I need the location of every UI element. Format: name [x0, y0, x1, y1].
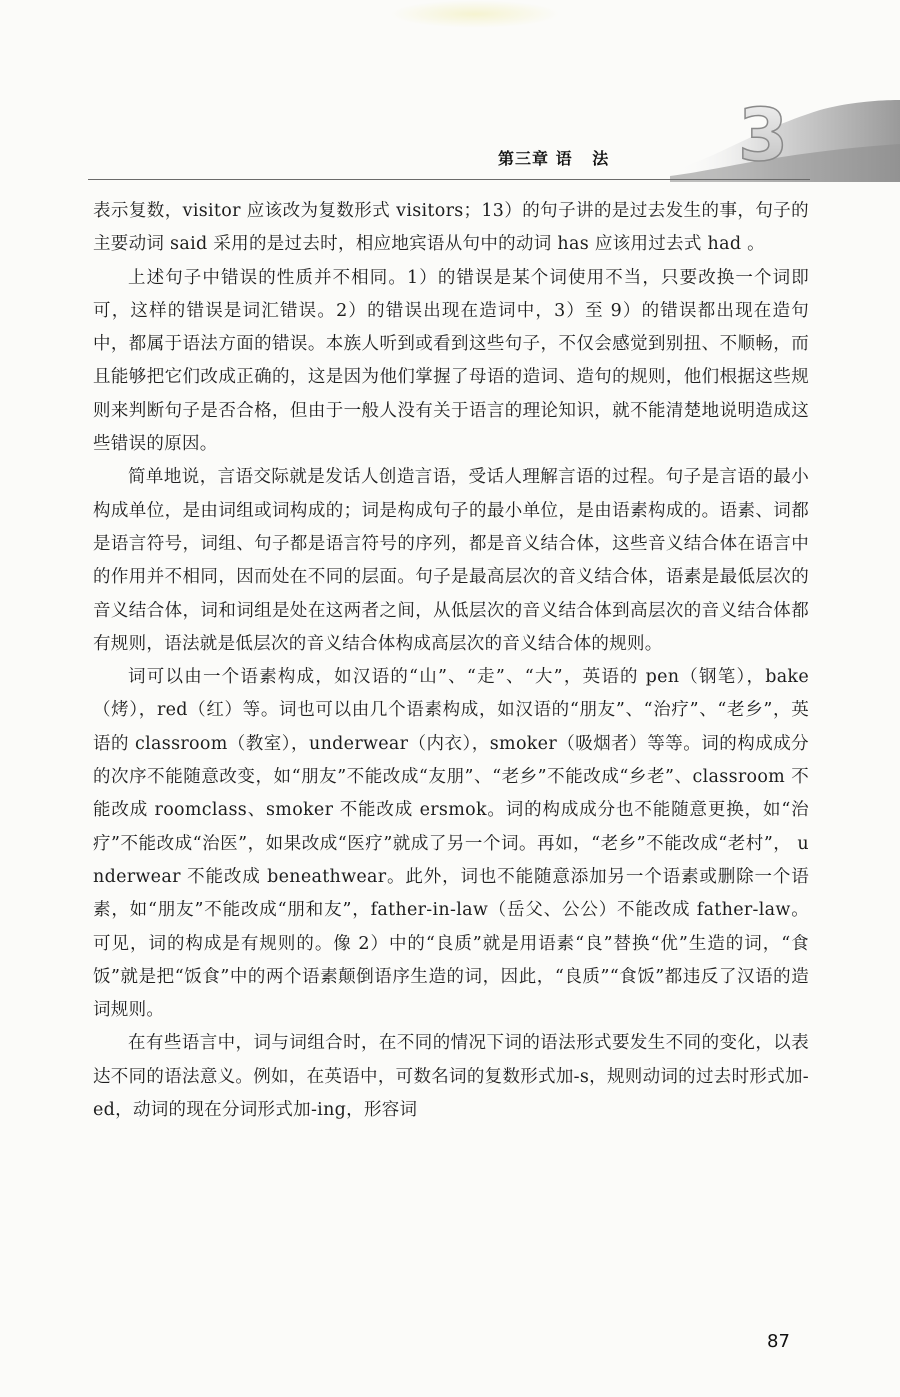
- top-margin: [0, 0, 900, 40]
- body-text: [93, 195, 809, 1127]
- paragraph: 词可以由一个语素构成，如汉语的“山”、“走”、“大”，英语的 pen（钢笔），bake（烤），red（红）等。词也可以由几个语素构成，如汉语的“朋友”、“治疗”、“老乡”，英语的 classroom（教室），underwear（内衣），smoker（吸烟者）等等。词的构成成分的次序不能随意改变，如“朋友”不能改成“友朋”、“老乡”不能改成“乡老”、classroom 不能改成 roomclass、smoker 不能改成 ersmok。词的构成成分也不能随意更换，如“治疗”不能改成“治医”，如果改成“医疗”就成了另一个词。再如，“老乡”不能改成“老村”， underwear 不能改成 beneathwear。此外，词也不能随意添加另一个语素或删除一个语素，如“朋友”不能改成“朋和友”，father-in-law（岳父、公公）不能改成 father-law。可见，词的构成是有规则的。像 2）中的“良质”就是用语素“良”替换“优”生造的词，“食饭”就是把“饭食”中的两个语素颠倒语序生造的词，因此，“良质”“食饭”都违反了汉语的造词规则。: [93, 667, 809, 1021]
- chapter-number-badge: [670, 92, 900, 182]
- top-decoration: [390, 0, 560, 28]
- page-number: 87: [767, 1331, 790, 1352]
- paragraph: 表示复数，visitor 应该改为复数形式 visitors；13）的句子讲的是过去发生的事，句子的主要动词 said 采用的是过去时，相应地宾语从句中的动词 has 应该用过去式 had 。: [93, 201, 809, 255]
- header-divider: [88, 179, 810, 180]
- running-header-title: 第三章 语 法: [498, 149, 610, 168]
- chapter-number: 3: [738, 93, 789, 177]
- paragraph: 在有些语言中，词与词组合时，在不同的情况下词的语法形式要发生不同的变化，以表达不同的语法意义。例如，在英语中，可数名词的复数形式加-s，规则动词的过去时形式加-ed，动词的现在分词形式加-ing，形容词: [93, 1033, 809, 1121]
- paragraph: 上述句子中错误的性质并不相同。1）的错误是某个词使用不当，只要改换一个词即可，这样的错误是词汇错误。2）的错误出现在造词中，3）至 9）的错误都出现在造句中，都属于语法方面的错误。本族人听到或看到这些句子，不仅会感觉到别扭、不顺畅，而且能够把它们改成正确的，这是因为他们掌握了母语的造词、造句的规则，他们根据这些规则来判断句子是否合格，但由于一般人没有关于语言的理论知识，就不能清楚地说明造成这些错误的原因。: [93, 267, 809, 455]
- paragraph: 简单地说，言语交际就是发话人创造言语，受话人理解言语的过程。句子是言语的最小构成单位，是由词组或词构成的；词是构成句子的最小单位，是由语素构成的。语素、词都是语言符号，词组、句子都是语言符号的序列，都是音义结合体，这些音义结合体在语言中的作用并不相同，因而处在不同的层面。句子是最高层次的音义结合体，语素是最低层次的音义结合体，词和词组是处在这两者之间，从低层次的音义结合体到高层次的音义结合体都有规则，语法就是低层次的音义结合体构成高层次的音义结合体的规则。: [93, 467, 809, 654]
